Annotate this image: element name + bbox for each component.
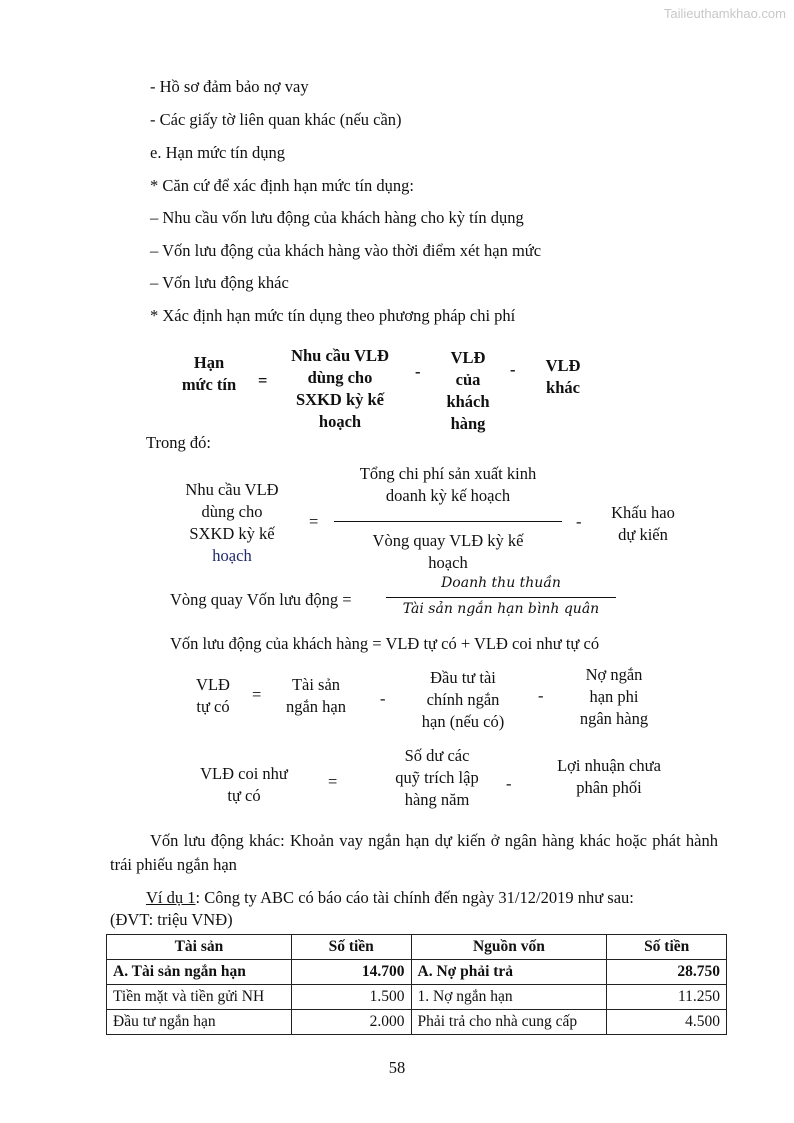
balance-table xyxy=(106,934,727,1035)
formula2-rhs: Khấu hao dự kiến xyxy=(611,503,675,544)
header-nguon-von: Nguồn vốn xyxy=(411,935,607,960)
trong-do: Trong đó: xyxy=(146,433,211,452)
formula3-denominator: Tài sản ngắn hạn bình quân xyxy=(402,601,600,617)
line-giay-to: - Các giấy tờ liên quan khác (nếu cần) xyxy=(150,110,402,129)
table-cell: Phải trả cho nhà cung cấp xyxy=(411,1010,607,1035)
formula1-minus1: - xyxy=(415,362,421,381)
formula1-term1: Nhu cầu VLĐ dùng cho SXKD kỳ kế hoạch xyxy=(291,346,389,431)
formula6-equals: = xyxy=(328,772,338,791)
table-cell: 4.500 xyxy=(607,1010,727,1035)
formula4: Vốn lưu động của khách hàng = VLĐ tự có + VLĐ coi như tự có xyxy=(170,634,600,653)
formula2-numerator: Tổng chi phí sản xuất kinh doanh kỳ kế hoạch xyxy=(359,464,537,505)
formula2-denominator: Vòng quay VLĐ kỳ kế hoạch xyxy=(372,531,524,572)
table-cell: A. Tài sản ngắn hạn xyxy=(107,960,292,985)
paragraph-von-luu-dong-khac: Vốn lưu động khác: Khoản vay ngắn hạn dự kiến ở ngân hàng khác hoặc phát hành trái phiếu ngắn hạn xyxy=(110,831,718,874)
formula1-minus2: - xyxy=(510,360,516,379)
example-intro xyxy=(110,886,718,910)
formula3-fraction-bar xyxy=(386,597,616,598)
line-von-khach-hang: – Vốn lưu động của khách hàng vào thời điểm xét hạn mức xyxy=(150,241,542,260)
table-cell: A. Nợ phải trả xyxy=(411,960,607,985)
formula2-fraction-bar xyxy=(334,521,562,522)
formula6-lhs: VLĐ coi như tự có xyxy=(200,764,288,805)
formula5-term1: Tài sản ngắn hạn xyxy=(285,675,347,716)
header-tai-san: Tài sản xyxy=(107,935,292,960)
line-can-cu: * Căn cứ để xác định hạn mức tín dụng: xyxy=(150,176,414,195)
table-row xyxy=(107,985,727,1010)
formula6-term2: Lợi nhuận chưa phân phối xyxy=(557,756,661,797)
table-cell: 11.250 xyxy=(607,985,727,1010)
example-unit: (ĐVT: triệu VNĐ) xyxy=(110,910,233,929)
formula5-minus1: - xyxy=(380,689,386,708)
formula3-lhs: Vòng quay Vốn lưu động = xyxy=(170,590,352,609)
formula6-minus: - xyxy=(506,774,512,793)
line-ho-so: - Hồ sơ đảm bảo nợ vay xyxy=(150,77,309,96)
line-xac-dinh: * Xác định hạn mức tín dụng theo phương pháp chi phí xyxy=(150,306,516,325)
formula6-term1: Số dư các quỹ trích lập hàng năm xyxy=(395,746,479,809)
table-cell: 28.750 xyxy=(607,960,727,985)
formula2-equals: = xyxy=(309,512,319,531)
formula1-equals: = xyxy=(258,371,268,390)
table-row xyxy=(107,1010,727,1035)
table-cell: 1. Nợ ngắn hạn xyxy=(411,985,607,1010)
table-cell: 1.500 xyxy=(291,985,411,1010)
example-label: Ví dụ 1 xyxy=(146,888,196,907)
line-von-khac: – Vốn lưu động khác xyxy=(150,273,289,292)
watermark: Tailieuthamkhao.com xyxy=(663,6,786,21)
formula2-minus: - xyxy=(576,512,582,531)
table-cell: 2.000 xyxy=(291,1010,411,1035)
table-cell: Đầu tư ngắn hạn xyxy=(107,1010,292,1035)
formula1-lhs: Hạn mức tín xyxy=(181,353,237,394)
formula5-minus2: - xyxy=(538,686,544,705)
table-cell: 14.700 xyxy=(291,960,411,985)
table-row xyxy=(107,960,727,985)
example-text: : Công ty ABC có báo cáo tài chính đến ngày 31/12/2019 như sau: xyxy=(195,888,634,907)
formula5-lhs: VLĐ tự có xyxy=(196,675,230,716)
formula3-numerator: Doanh thu thuần xyxy=(441,575,561,591)
header-so-tien-1: Số tiền xyxy=(291,935,411,960)
header-so-tien-2: Số tiền xyxy=(607,935,727,960)
formula2-lhs: Nhu cầu VLĐ dùng cho SXKD kỳ kế hoạch xyxy=(185,480,279,565)
line-han-muc-heading: e. Hạn mức tín dụng xyxy=(150,143,285,162)
formula5-equals: = xyxy=(252,685,262,704)
table-cell: Tiền mặt và tiền gửi NH xyxy=(107,985,292,1010)
formula5-term3: Nợ ngắn hạn phi ngân hàng xyxy=(579,665,649,728)
formula5-term2: Đầu tư tài chính ngắn hạn (nếu có) xyxy=(421,668,505,731)
line-nhu-cau: – Nhu cầu vốn lưu động của khách hàng cho kỳ tín dụng xyxy=(150,208,524,227)
formula1-term2: VLĐ của khách hàng xyxy=(446,348,490,433)
table-header-row xyxy=(107,935,727,960)
page-number: 58 xyxy=(388,1058,406,1077)
formula1-term3: VLĐ khác xyxy=(545,356,581,397)
